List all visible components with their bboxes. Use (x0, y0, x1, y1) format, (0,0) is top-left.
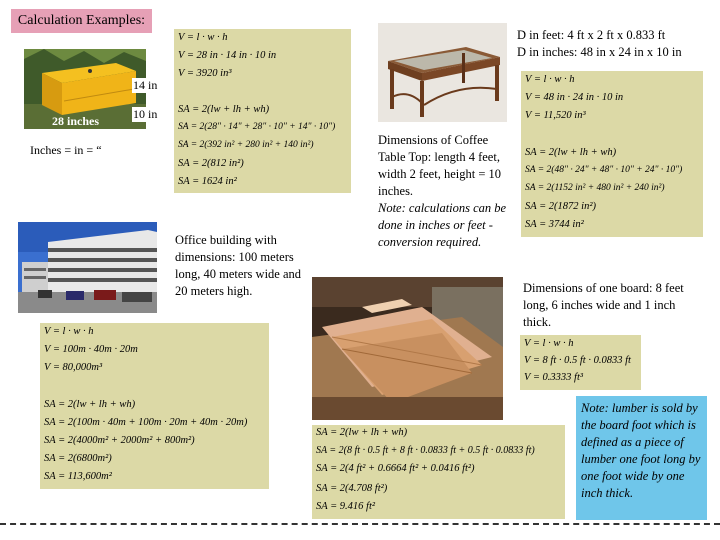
board-sa-line: SA = 2(4.708 ft²) (316, 483, 388, 494)
box-calc-line: V = 28 in · 14 in · 10 in (178, 50, 277, 61)
box-calc-line: SA = 2(812 in²) (178, 158, 244, 169)
office-calculation (40, 323, 269, 489)
coffee-calc-line: V = 11,520 in³ (525, 110, 586, 121)
box-calc-line: SA = 2(lw + lh + wh) (178, 104, 270, 115)
box-calc-line: V = l · w · h (178, 32, 228, 43)
board-description: Dimensions of one board: 8 feet long, 6 inches wide and 1 inch thick. (523, 281, 684, 329)
box-calc-line: SA = 2(392 in² + 280 in² + 140 in²) (178, 140, 314, 150)
coffee-dims-feet: D in feet: 4 ft x 2 ft x 0.833 ft (517, 28, 666, 42)
coffee-calc-line: V = 48 in · 24 in · 10 in (525, 92, 624, 103)
box-calc-line: SA = 2(28" · 14" + 28" · 10" + 14" · 10") (178, 122, 336, 132)
inches-note: Inches = in = “ (30, 143, 102, 157)
box-width-label: 14 in (133, 78, 158, 92)
coffee-dims-inches: D in inches: 48 in x 24 in x 10 in (517, 45, 682, 59)
box-calc-line: SA = 1624 in² (178, 176, 237, 187)
office-description: Office building with dimensions: 100 meters long, 40 meters wide and 20 meters high. (175, 233, 302, 298)
box-length-label: 28 inches (52, 114, 100, 128)
office-calc-line: SA = 113,600m² (44, 471, 112, 482)
coffee-table-note: Note: calculations can be done in inches or feet - conversion required. (378, 201, 507, 249)
board-vol-line: V = 0.3333 ft³ (524, 372, 584, 383)
yellow-box-photo (24, 49, 146, 129)
coffee-table-calculation (521, 71, 703, 237)
coffee-table-photo (378, 23, 507, 122)
office-calc-line: SA = 2(4000m² + 2000m² + 800m²) (44, 435, 195, 446)
board-sa-line: SA = 9.416 ft² (316, 501, 376, 512)
board-vol-line: V = 8 ft · 0.5 ft · 0.0833 ft (524, 355, 631, 366)
board-sa-line: SA = 2(8 ft · 0.5 ft + 8 ft · 0.0833 ft + 0.5 ft · 0.0833 ft) (316, 445, 535, 456)
board-sa-line: SA = 2(4 ft² + 0.6664 ft² + 0.0416 ft²) (316, 463, 475, 474)
coffee-calc-line: SA = 2(1152 in² + 480 in² + 240 in²) (525, 183, 665, 193)
office-calc-line: SA = 2(6800m²) (44, 453, 112, 464)
office-calc-line: V = l · w · h (44, 326, 94, 337)
office-calc-line: SA = 2(100m · 40m + 100m · 20m + 40m · 20m) (44, 417, 248, 428)
coffee-calc-line: V = l · w · h (525, 74, 575, 85)
coffee-calc-line: SA = 2(1872 in²) (525, 201, 596, 212)
board-foot-note: Note: lumber is sold by the board foot which is defined as a piece of lumber one foot long by one foot wide by one inch thick. (576, 396, 707, 520)
box-height-label: 10 in (133, 107, 158, 121)
lumber-photo (312, 277, 503, 420)
coffee-calc-line: SA = 3744 in² (525, 219, 584, 230)
footer-dashed-line (0, 523, 720, 525)
box-calc-line: V = 3920 in³ (178, 68, 232, 79)
box-calculation (174, 29, 351, 193)
coffee-table-description: Dimensions of Coffee Table Top: length 4 feet, width 2 feet, height = 10 inches. (378, 133, 501, 198)
slide-title: Calculation Examples: (11, 9, 152, 33)
office-building-photo (18, 222, 157, 313)
office-calc-line: SA = 2(lw + lh + wh) (44, 399, 136, 410)
board-volume-calculation (520, 335, 641, 390)
coffee-calc-line: SA = 2(lw + lh + wh) (525, 147, 617, 158)
office-calc-line: V = 100m · 40m · 20m (44, 344, 138, 355)
board-surface-area-calculation (312, 425, 565, 519)
coffee-calc-line: SA = 2(48" · 24" + 48" · 10" + 24" · 10") (525, 165, 683, 175)
board-sa-line: SA = 2(lw + lh + wh) (316, 427, 408, 438)
office-calc-line: V = 80,000m³ (44, 362, 103, 373)
board-vol-line: V = l · w · h (524, 338, 574, 349)
